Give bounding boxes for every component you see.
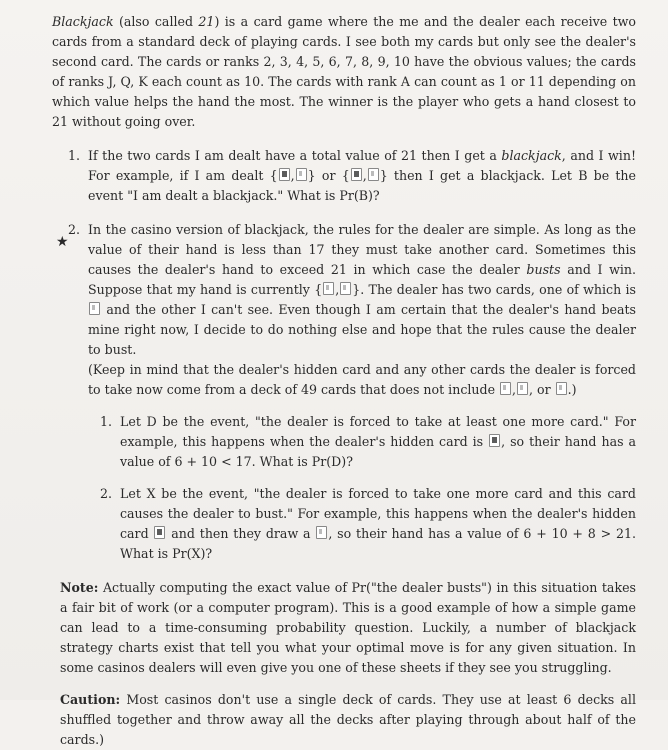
card-icon	[368, 168, 379, 181]
sub-question-number: 1.	[100, 414, 113, 429]
card-icon	[351, 168, 362, 181]
caution-label: Caution:	[60, 692, 121, 707]
caution-paragraph: Caution: Most casinos don't use a single deck of cards. They use at least 6 decks all shuffled together and throw away all the decks after playing through about half of the cards.)	[60, 692, 636, 747]
blackjack-term: Blackjack	[52, 14, 114, 29]
card-icon	[489, 434, 500, 447]
question-list	[52, 146, 636, 564]
sub-question-number: 2.	[100, 486, 113, 501]
card-icon	[296, 168, 307, 181]
card-icon	[279, 168, 290, 181]
card-icon	[154, 526, 165, 539]
card-icon	[316, 526, 327, 539]
card-icon	[517, 382, 528, 395]
sub-question-1: 1. Let D be the event, "the dealer is forced to take at least one more card." For example, this happens when the dealer's hidden card is , so their hand has a value of 6 + 10 < 17. What is Pr(D)?	[100, 414, 637, 469]
question-number: 1.	[68, 148, 81, 163]
keep-in-mind: (Keep in mind that the dealer's hidden card and any other cards the dealer is forced to take now come from a deck of 49 cards that does not include	[88, 362, 636, 397]
question-2: 2. ★ In the casino version of blackjack, the rules for the dealer are simple. As long as the value of their hand is less than 17 they must take another card. Sometimes this causes the dealer's hand to exceed 21 in which case the dealer busts and I win. Suppose that my hand is currently { , }. The dealer has two cards, one of which is and the other I can't see. Even though I am certain that the dealer's hand beats mine right now, I decide to do nothing else and hope that the rules cause the dealer to bust. (Keep in mind that the dealer's hidden card and any other cards the dealer is forced to take now come from a deck of 49 cards that does not include , , or .) 1. Let D be the event, "the dealer is forced to take at least one more card." For example, this happens when the dealer's hidden card is , so their hand has a value of 6 + 10 < 17. What is Pr(D)? 2. Let X be the event, "the dealer is forced to take one more card and this card causes the dealer to bust." For example, this happens when the dealer's hidden card and then they draw a , so their hand has a value of 6 + 10 + 8 > 21. What is Pr(X)?	[52, 220, 636, 564]
sub-question-2: 2. Let X be the event, "the dealer is forced to take one more card and this card causes the dealer to bust." For example, this happens when the dealer's hidden card and then they draw a , so their hand has a value of 6 + 10 + 8 > 21. What is Pr(X)?	[100, 486, 636, 561]
note-paragraph: Note: Actually computing the exact value of Pr("the dealer busts") in this situation takes a fair bit of work (or a computer program). This is a good example of how a simple game can lead to a time-consuming probability question. Luckily, a number of blackjack strategy charts exist that tell you what your optimal move is for any given situation. In some casinos dealers will even give you one of these sheets if they see you struggling.	[60, 580, 636, 675]
sub-question-list	[88, 412, 636, 564]
question-1: 1. If the two cards I am dealt have a total value of 21 then I get a blackjack, and I win! For example, if I am dealt { , } or { , } then I get a blackjack. Let B be the event "I am dealt a blackjack." What is Pr(B)?	[68, 148, 636, 203]
card-icon	[89, 302, 100, 315]
intro-paragraph: Blackjack (also called 21) is a card game where the me and the dealer each receive two cards from a standard deck of playing cards. I see both my cards but only see the dealer's second card. The cards or ranks 2, 3, 4, 5, 6, 7, 8, 9, 10 have the obvious values; the cards of ranks J, Q, K each count as 10. The cards with rank A can count as 1 or 11 depending on which value helps the hand the most. The winner is the player who gets a hand closest to 21 without going over.	[52, 14, 636, 129]
card-icon	[340, 282, 351, 295]
card-icon	[323, 282, 334, 295]
note-label: Note:	[60, 580, 99, 595]
card-icon	[556, 382, 567, 395]
star-icon: ★	[56, 234, 69, 250]
card-icon	[500, 382, 511, 395]
question-number: 2.	[68, 222, 81, 237]
